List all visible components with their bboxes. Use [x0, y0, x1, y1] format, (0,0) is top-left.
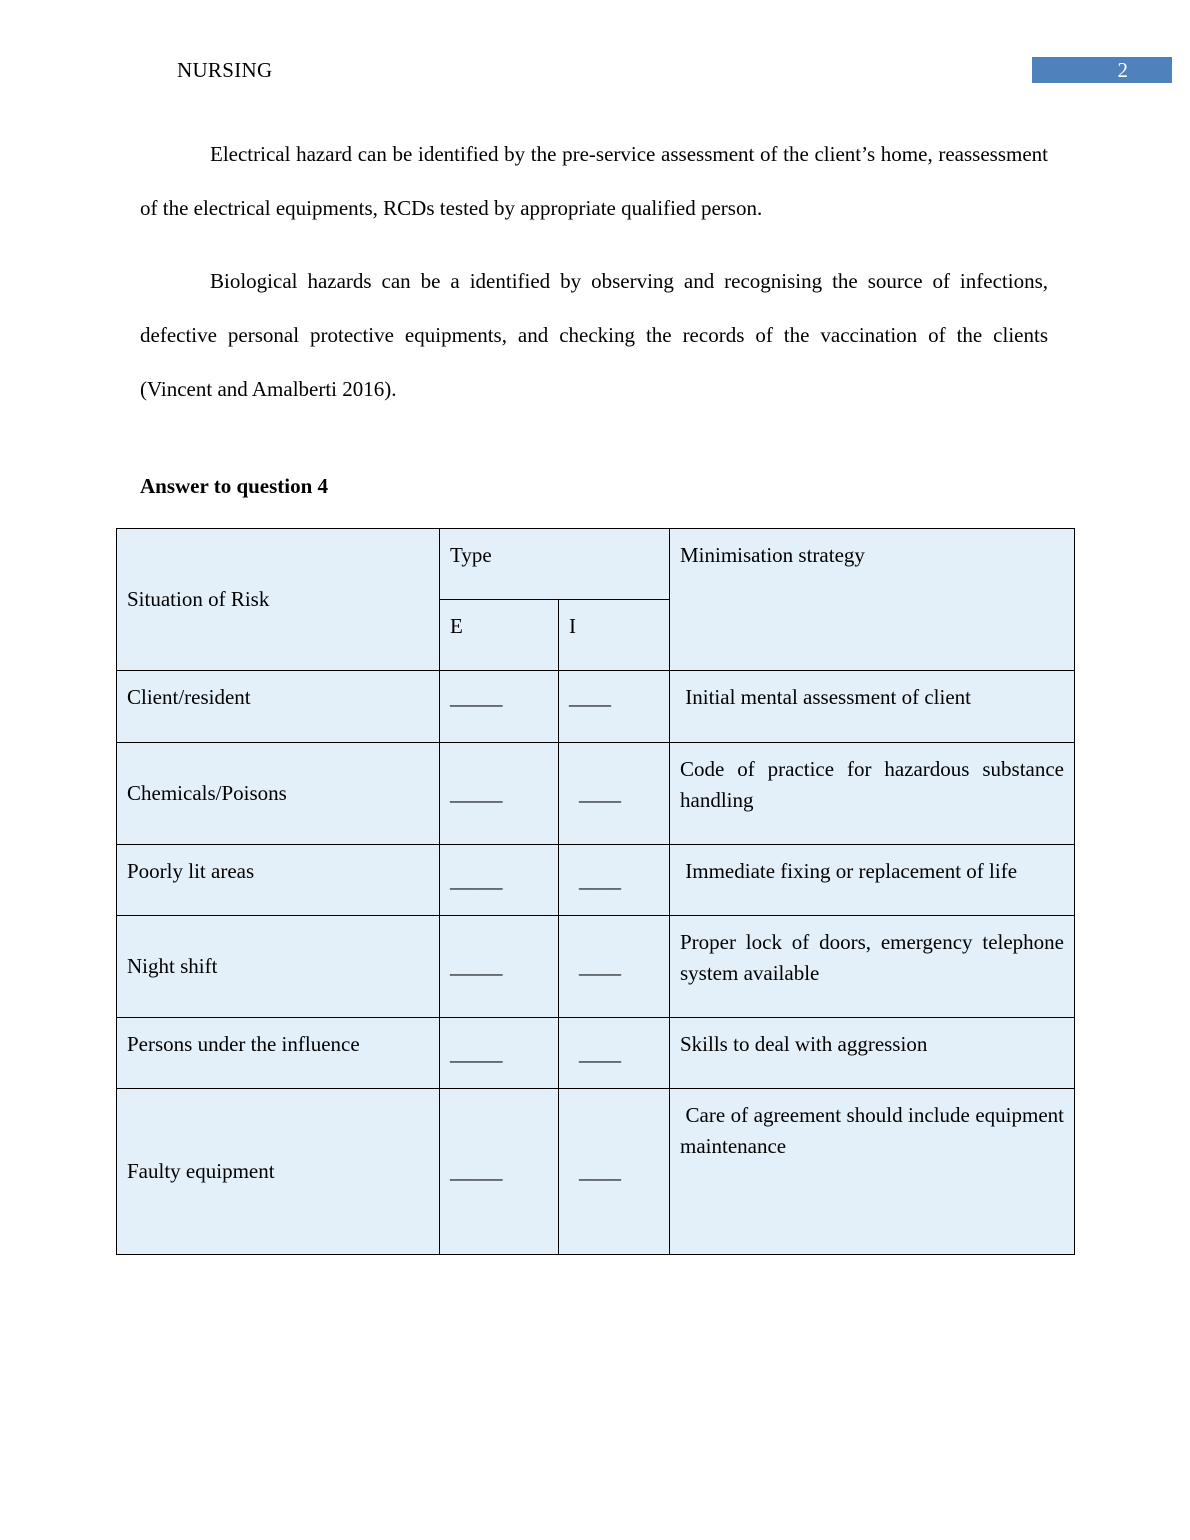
type-i-cell: ____ — [559, 743, 670, 845]
header-type-i: I — [559, 600, 670, 671]
paragraph-electrical-hazard: Electrical hazard can be identified by the pre-service assessment of the client’s home, reassessment of the electrical equipments, RCDs tested by appropriate qualified person. — [140, 142, 1048, 220]
situation-cell: Persons under the influence — [117, 1018, 440, 1089]
table-row — [117, 1089, 1075, 1255]
strategy-cell: Skills to deal with aggression — [670, 1018, 1075, 1089]
paragraph-biological-hazard: Biological hazards can be a identified by observing and recognising the source of infections, defective personal protective equipments, and checking the records of the vaccination of the clients (Vincent and Amalberti 2016). — [140, 269, 1048, 401]
page-number-badge: 2 — [1032, 57, 1172, 83]
header-situation: Situation of Risk — [117, 529, 440, 671]
type-i-cell: ____ — [559, 1018, 670, 1089]
type-e-cell: _____ — [440, 1089, 559, 1255]
table-row — [117, 1018, 1075, 1089]
strategy-cell: Code of practice for hazardous substance handling — [670, 743, 1075, 845]
header-type-e: E — [440, 600, 559, 671]
table-row — [117, 916, 1075, 1018]
situation-cell: Chemicals/Poisons — [117, 743, 440, 845]
strategy-cell: Care of agreement should include equipment maintenance — [670, 1089, 1075, 1255]
header-type: Type — [440, 529, 670, 600]
type-e-cell: _____ — [440, 1018, 559, 1089]
table-row — [117, 845, 1075, 916]
running-header: NURSING — [177, 58, 273, 82]
strategy-cell: Proper lock of doors, emergency telephone system available — [670, 916, 1075, 1018]
situation-cell: Poorly lit areas — [117, 845, 440, 916]
type-i-cell: ____ — [559, 845, 670, 916]
strategy-cell: Initial mental assessment of client — [670, 671, 1075, 743]
type-i-cell: ____ — [559, 1089, 670, 1255]
section-heading: Answer to question 4 — [140, 474, 329, 498]
risk-table — [116, 528, 1075, 1255]
type-i-cell: ____ — [559, 916, 670, 1018]
type-e-cell: _____ — [440, 845, 559, 916]
situation-cell: Client/resident — [117, 671, 440, 743]
type-e-cell: _____ — [440, 743, 559, 845]
type-i-cell: ____ — [559, 671, 670, 743]
type-e-cell: _____ — [440, 671, 559, 743]
header-strategy: Minimisation strategy — [670, 529, 1075, 671]
table-row — [117, 743, 1075, 845]
type-e-cell: _____ — [440, 916, 559, 1018]
situation-cell: Night shift — [117, 916, 440, 1018]
table-row — [117, 671, 1075, 743]
situation-cell: Faulty equipment — [117, 1089, 440, 1255]
strategy-cell: Immediate fixing or replacement of life — [670, 845, 1075, 916]
